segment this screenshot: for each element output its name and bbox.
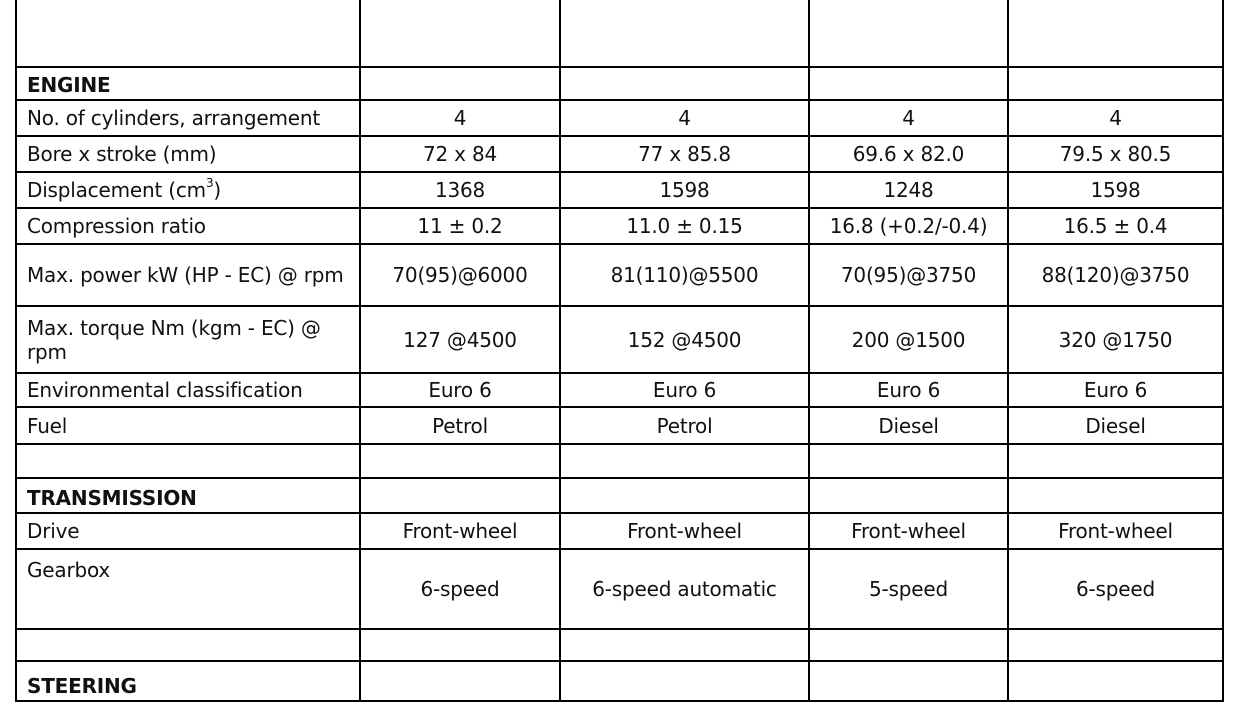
header-cell — [560, 0, 809, 67]
header-cell — [360, 0, 560, 67]
header-cell — [16, 0, 360, 67]
table-cell: 69.6 x 82.0 — [809, 136, 1008, 172]
row-label: Compression ratio — [16, 208, 360, 244]
table-cell: 127 @4500 — [360, 306, 560, 373]
section-row-transmission — [16, 478, 1223, 513]
table-cell: Petrol — [360, 407, 560, 444]
table-cell: 4 — [1008, 100, 1223, 136]
table-cell: 320 @1750 — [1008, 306, 1223, 373]
row-label: Bore x stroke (mm) — [16, 136, 360, 172]
header-cell — [1008, 0, 1223, 67]
table-cell: 16.5 ± 0.4 — [1008, 208, 1223, 244]
row-label-text: Displacement (cm — [27, 178, 206, 202]
table-row — [16, 244, 1223, 306]
row-label: Drive — [16, 513, 360, 549]
table-row — [16, 549, 1223, 629]
table-cell: 1598 — [560, 172, 809, 208]
row-label-superscript: 3 — [205, 176, 214, 191]
row-label: Fuel — [16, 407, 360, 444]
table-row — [16, 513, 1223, 549]
table-cell: 200 @1500 — [809, 306, 1008, 373]
section-title-transmission: TRANSMISSION — [16, 478, 360, 513]
spec-table — [15, 0, 1224, 702]
table-cell: 4 — [560, 100, 809, 136]
row-label: Max. torque Nm (kgm - EC) @ rpm — [16, 306, 360, 373]
table-cell: 5-speed — [809, 549, 1008, 629]
section-row-engine — [16, 67, 1223, 100]
table-cell: 11 ± 0.2 — [360, 208, 560, 244]
table-cell: 72 x 84 — [360, 136, 560, 172]
table-cell: 70(95)@6000 — [360, 244, 560, 306]
table-cell: 6-speed — [1008, 549, 1223, 629]
table-cell: Euro 6 — [560, 373, 809, 407]
table-cell: 79.5 x 80.5 — [1008, 136, 1223, 172]
table-cell: 152 @4500 — [560, 306, 809, 373]
table-cell: Euro 6 — [1008, 373, 1223, 407]
header-row — [16, 0, 1223, 67]
table-cell: 88(120)@3750 — [1008, 244, 1223, 306]
table-cell: 4 — [809, 100, 1008, 136]
row-label: Environmental classification — [16, 373, 360, 407]
table-cell: 1368 — [360, 172, 560, 208]
table-row — [16, 172, 1223, 208]
table-row — [16, 373, 1223, 407]
table-cell: Euro 6 — [360, 373, 560, 407]
row-label: No. of cylinders, arrangement — [16, 100, 360, 136]
table-row — [16, 100, 1223, 136]
table-cell: 70(95)@3750 — [809, 244, 1008, 306]
section-row-steering — [16, 661, 1223, 701]
table-cell: Diesel — [1008, 407, 1223, 444]
table-row — [16, 208, 1223, 244]
table-cell: 1248 — [809, 172, 1008, 208]
table-cell: Front-wheel — [1008, 513, 1223, 549]
table-cell: 1598 — [1008, 172, 1223, 208]
table-cell: Diesel — [809, 407, 1008, 444]
section-title-steering: STEERING — [16, 661, 360, 701]
row-label — [16, 172, 360, 208]
table-cell: 77 x 85.8 — [560, 136, 809, 172]
table-cell: Front-wheel — [360, 513, 560, 549]
section-title-engine: ENGINE — [16, 67, 360, 100]
table-cell: 81(110)@5500 — [560, 244, 809, 306]
table-row — [16, 306, 1223, 373]
blank-row — [16, 629, 1223, 661]
blank-row — [16, 444, 1223, 478]
table-cell: Petrol — [560, 407, 809, 444]
row-label: Max. power kW (HP - EC) @ rpm — [16, 244, 360, 306]
header-cell — [809, 0, 1008, 67]
row-label: Gearbox — [16, 549, 360, 629]
table-cell: Front-wheel — [560, 513, 809, 549]
table-cell: 4 — [360, 100, 560, 136]
row-label-suffix: ) — [213, 178, 221, 202]
table-cell: Front-wheel — [809, 513, 1008, 549]
table-row — [16, 407, 1223, 444]
table-cell: 11.0 ± 0.15 — [560, 208, 809, 244]
table-row — [16, 136, 1223, 172]
table-cell: 16.8 (+0.2/-0.4) — [809, 208, 1008, 244]
table-cell: Euro 6 — [809, 373, 1008, 407]
table-cell: 6-speed — [360, 549, 560, 629]
table-cell: 6-speed automatic — [560, 549, 809, 629]
